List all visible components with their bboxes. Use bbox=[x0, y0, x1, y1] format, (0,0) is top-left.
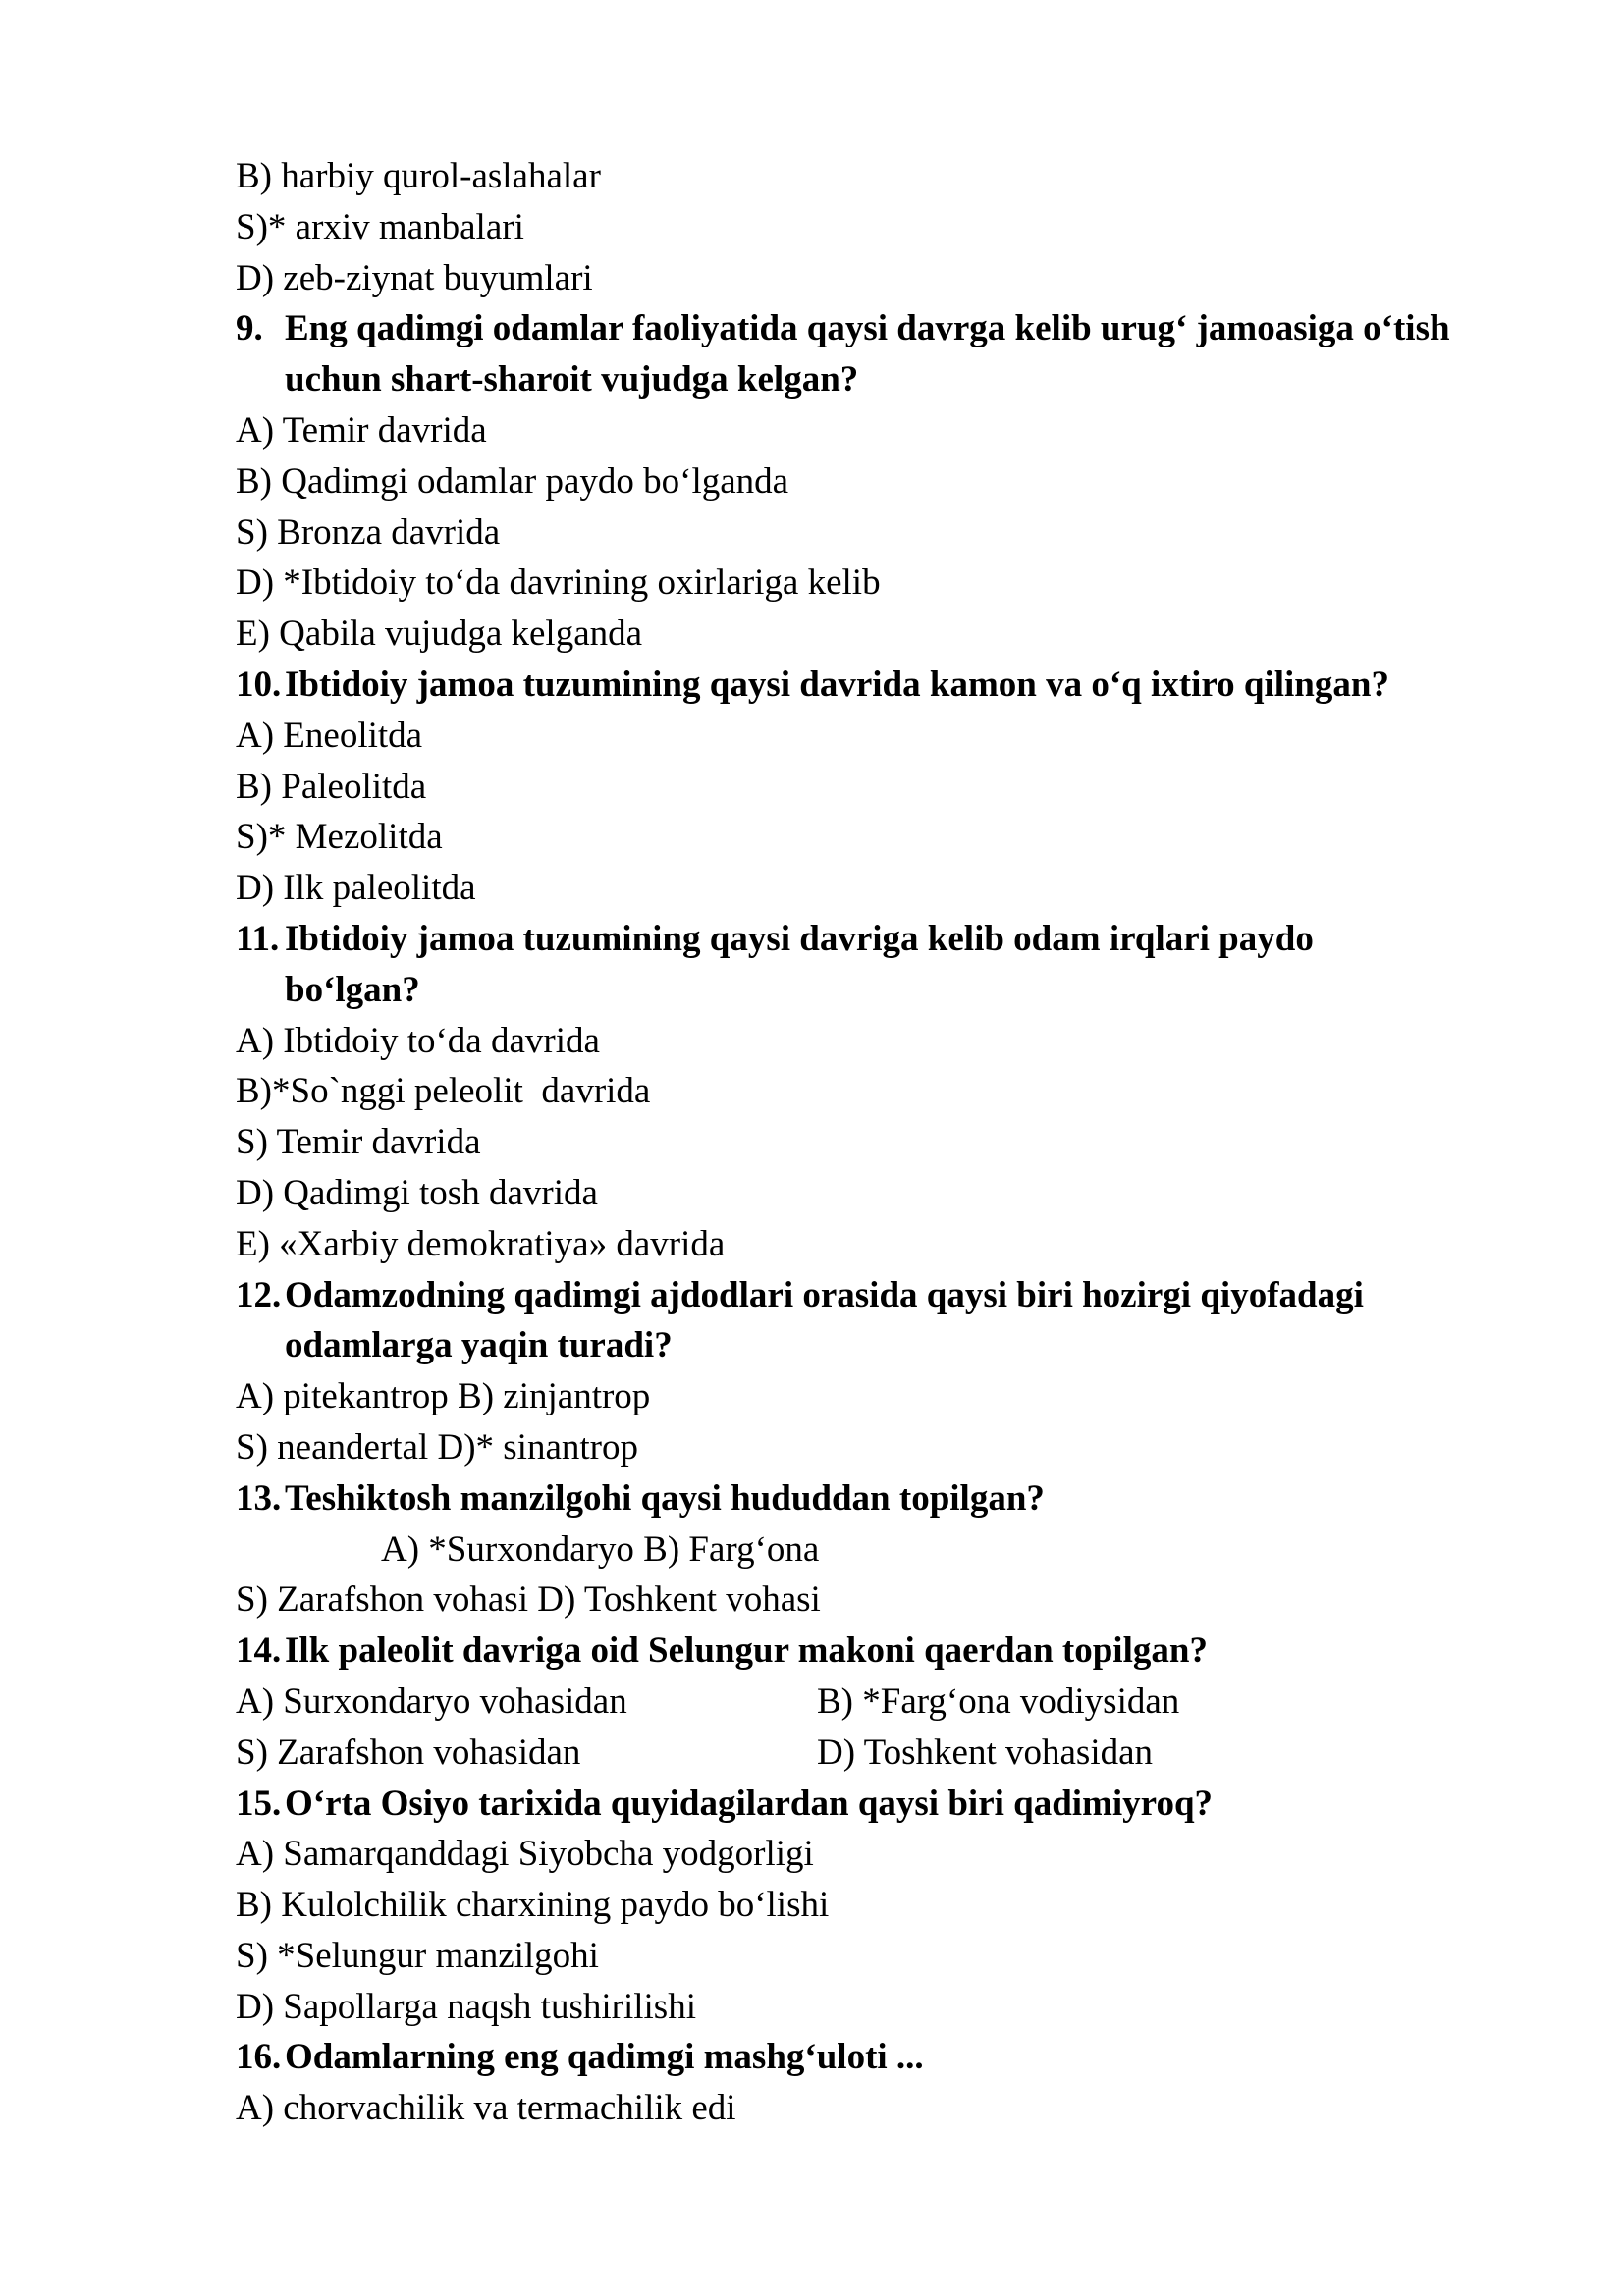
document-page bbox=[236, 151, 1551, 2134]
question-text: odamlarga yaqin turadi? bbox=[285, 1325, 673, 1366]
answer-option: B) *Farg‘ona vodiysidan bbox=[817, 1681, 1180, 1722]
answer-option: S) Bronza davrida bbox=[236, 511, 501, 553]
answer-option: S)* arxiv manbalari bbox=[236, 206, 524, 247]
question-number: 16. bbox=[236, 2037, 282, 2078]
answer-option: A) *Surxondaryo B) Farg‘ona bbox=[381, 1528, 820, 1570]
answer-option: D) Ilk paleolitda bbox=[236, 868, 476, 909]
answer-option: A) Surxondaryo vohasidan bbox=[236, 1681, 627, 1722]
answer-option: A) Ibtidoiy to‘da davrida bbox=[236, 1020, 600, 1061]
answer-row bbox=[236, 1677, 1551, 1728]
answer-option: A) Eneolitda bbox=[236, 715, 423, 756]
answer-option: A) Temir davrida bbox=[236, 409, 487, 451]
question-number: 10. bbox=[236, 664, 282, 705]
answer-option: S)* Mezolitda bbox=[236, 817, 443, 858]
answer-option: D) Sapollarga naqsh tushirilishi bbox=[236, 1986, 696, 2027]
question-10 bbox=[236, 660, 1551, 711]
answer-option: D) Qadimgi tosh davrida bbox=[236, 1172, 598, 1213]
question-11-continued bbox=[236, 965, 1551, 1016]
question-12-continued bbox=[236, 1320, 1551, 1371]
answer-option: S) Temir davrida bbox=[236, 1122, 481, 1163]
question-text: Ibtidoiy jamoa tuzumining qaysi davriga kelib odam irqlari paydo bbox=[285, 918, 1314, 959]
question-text: O‘rta Osiyo tarixida quyidagilardan qaysi biri qadimiyroq? bbox=[285, 1783, 1214, 1824]
question-number: 12. bbox=[236, 1274, 282, 1315]
answer-option: S) *Selungur manzilgohi bbox=[236, 1935, 599, 1976]
question-number: 9. bbox=[236, 308, 263, 349]
answer-row bbox=[236, 1728, 1551, 1779]
answer-option: D) zeb-ziynat buyumlari bbox=[236, 257, 593, 298]
question-12 bbox=[236, 1270, 1551, 1321]
answer-option: B) Kulolchilik charxining paydo bo‘lishi bbox=[236, 1885, 830, 1926]
answer-option: B) harbiy qurol-aslahalar bbox=[236, 156, 601, 196]
answer-option: S) Zarafshon vohasi D) Toshkent vohasi bbox=[236, 1579, 821, 1621]
answer-option: B)*So`nggi peleolit davrida bbox=[236, 1071, 651, 1112]
question-11 bbox=[236, 914, 1551, 965]
answer-option: D) *Ibtidoiy to‘da davrining oxirlariga kelib bbox=[236, 562, 881, 604]
answer-option: B) Qadimgi odamlar paydo bo‘lganda bbox=[236, 460, 789, 502]
answer-option: S) neandertal D)* sinantrop bbox=[236, 1426, 638, 1468]
question-number: 13. bbox=[236, 1477, 282, 1519]
question-9 bbox=[236, 303, 1551, 354]
question-13 bbox=[236, 1473, 1551, 1524]
question-text: Odamzodning qadimgi ajdodlari orasida qaysi biri hozirgi qiyofadagi bbox=[285, 1274, 1364, 1315]
question-text: Odamlarning eng qadimgi mashg‘uloti ... bbox=[285, 2037, 924, 2078]
question-number: 14. bbox=[236, 1630, 282, 1672]
answer-option: E) Qabila vujudga kelganda bbox=[236, 614, 643, 655]
question-text: uchun shart-sharoit vujudga kelgan? bbox=[285, 359, 859, 400]
question-number: 15. bbox=[236, 1783, 282, 1824]
question-text: Teshiktosh manzilgohi qaysi hududdan topilgan? bbox=[285, 1477, 1045, 1519]
answer-option: S) Zarafshon vohasidan bbox=[236, 1732, 581, 1773]
answer-option: B) Paleolitda bbox=[236, 766, 427, 807]
answer-option: A) Samarqanddagi Siyobcha yodgorligi bbox=[236, 1834, 814, 1875]
question-14 bbox=[236, 1626, 1551, 1677]
answer-option: E) «Xarbiy demokratiya» davrida bbox=[236, 1223, 726, 1264]
question-text: bo‘lgan? bbox=[285, 969, 420, 1010]
question-9-continued bbox=[236, 354, 1551, 405]
question-text: Eng qadimgi odamlar faoliyatida qaysi davrga kelib urug‘ jamoasiga o‘tish bbox=[285, 308, 1450, 349]
answer-option: A) pitekantrop B) zinjantrop bbox=[236, 1376, 651, 1417]
question-text: Ibtidoiy jamoa tuzumining qaysi davrida kamon va o‘q ixtiro qilingan? bbox=[285, 664, 1389, 705]
question-number: 11. bbox=[236, 918, 280, 959]
answer-option: A) chorvachilik va termachilik edi bbox=[236, 2088, 736, 2129]
question-text: Ilk paleolit davriga oid Selungur makoni qaerdan topilgan? bbox=[285, 1630, 1208, 1672]
answer-option: D) Toshkent vohasidan bbox=[817, 1732, 1154, 1773]
question-16 bbox=[236, 2032, 1551, 2083]
question-15 bbox=[236, 1779, 1551, 1830]
